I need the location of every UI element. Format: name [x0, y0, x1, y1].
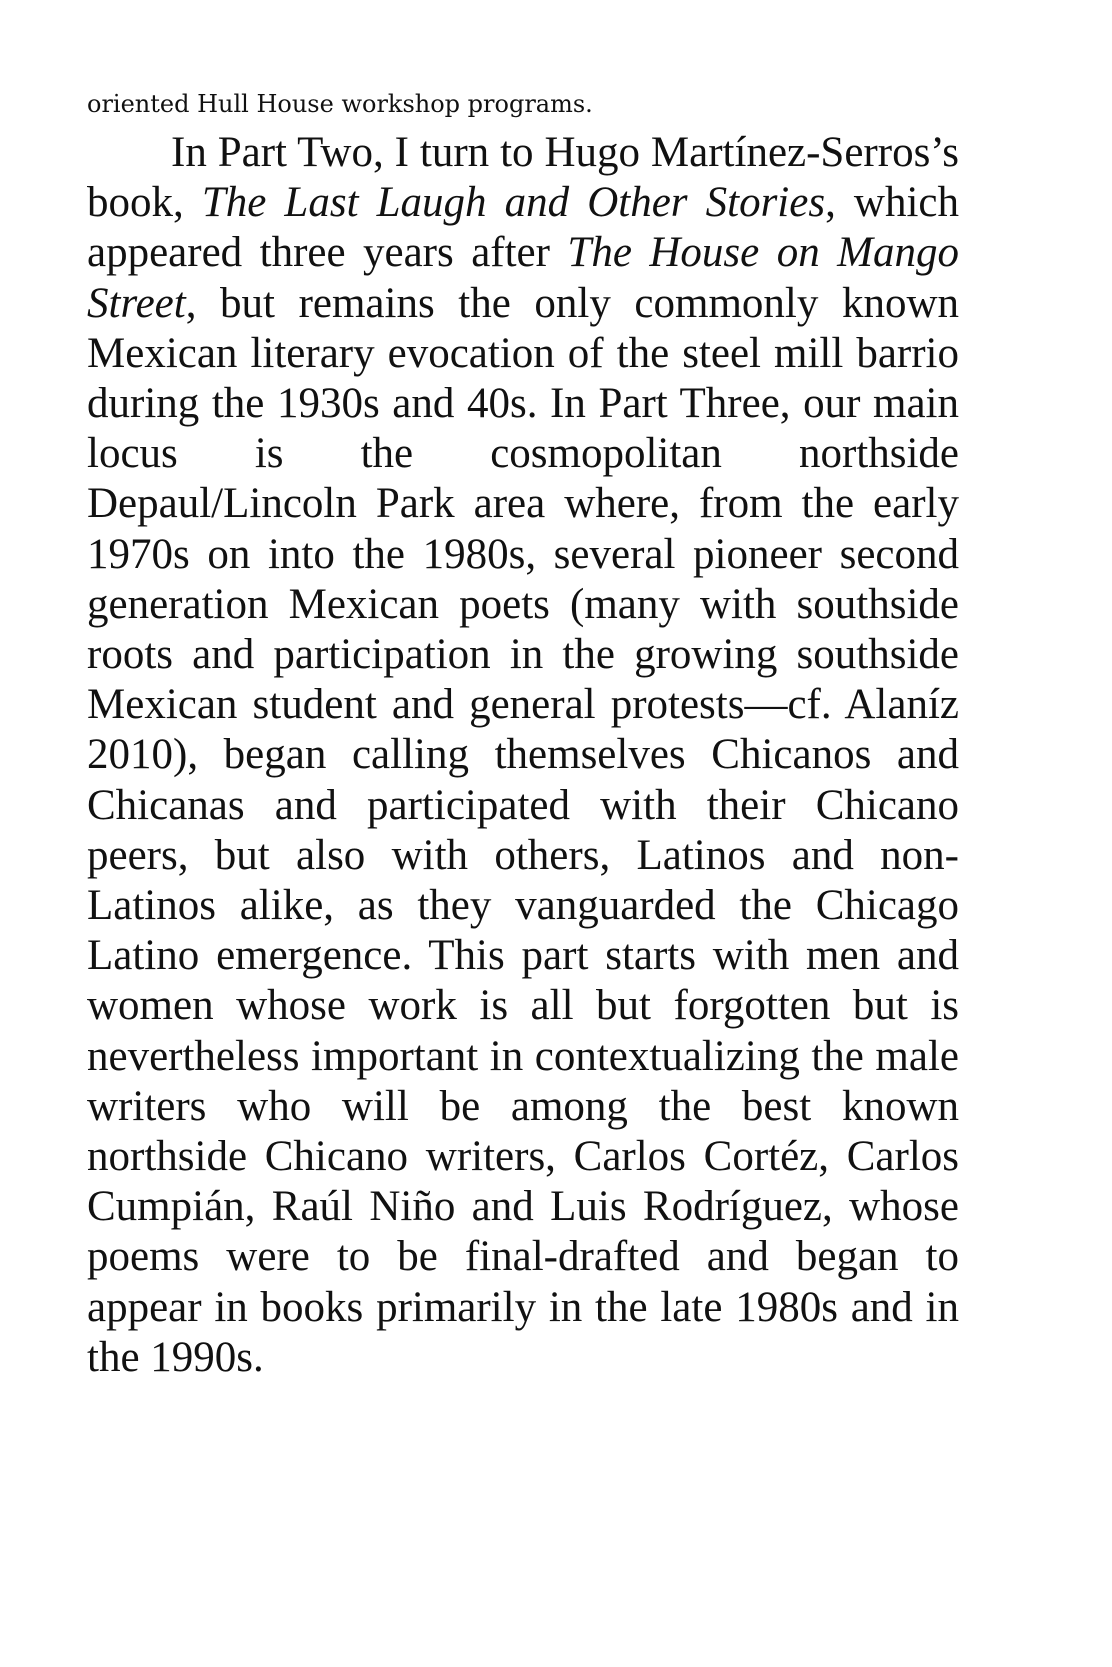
- paragraph-text-2: , which appeared three years after: [87, 179, 960, 277]
- page-body: [87, 88, 959, 1383]
- paragraph-text-3: , but remains the only commonly known Mexican literary evocation of the steel mill barrio during the 1930s and 40s. In Part Three, our main locus is the cosmopolitan northside Depaul/Lincoln Park area where, from the early 1970s on into the 1980s, several pioneer second generation Mexican poets (many with southside roots and participation in the growing southside Mexican student and general protests—cf. Alaníz 2010), began calling themselves Chicanos and Chicanas and participated with their Chicano peers, but also with others, Latinos and non-Latinos alike, as they vanguarded the Chicago Latino emergence. This part starts with men and women whose work is all but forgotten but is nevertheless important in contextualizing the male writers who will be among the best known northside Chicano writers, Carlos Cortéz, Carlos Cumpián, Raúl Niño and Luis Rodríguez, whose poems were to be final-drafted and began to appear in books primarily in the late 1980s and in the 1990s.: [87, 279, 959, 1381]
- book-title-last-laugh: The Last Laugh and Other Stories: [201, 179, 826, 227]
- paragraph-text-1: In Part Two, I turn to Hugo Martínez-Serros’s book,: [87, 129, 959, 227]
- book-title-mango-street: The House on Mango Street: [87, 229, 959, 327]
- carry-over-line: oriented Hull House workshop programs.: [87, 90, 593, 118]
- body-paragraph: [87, 128, 959, 1383]
